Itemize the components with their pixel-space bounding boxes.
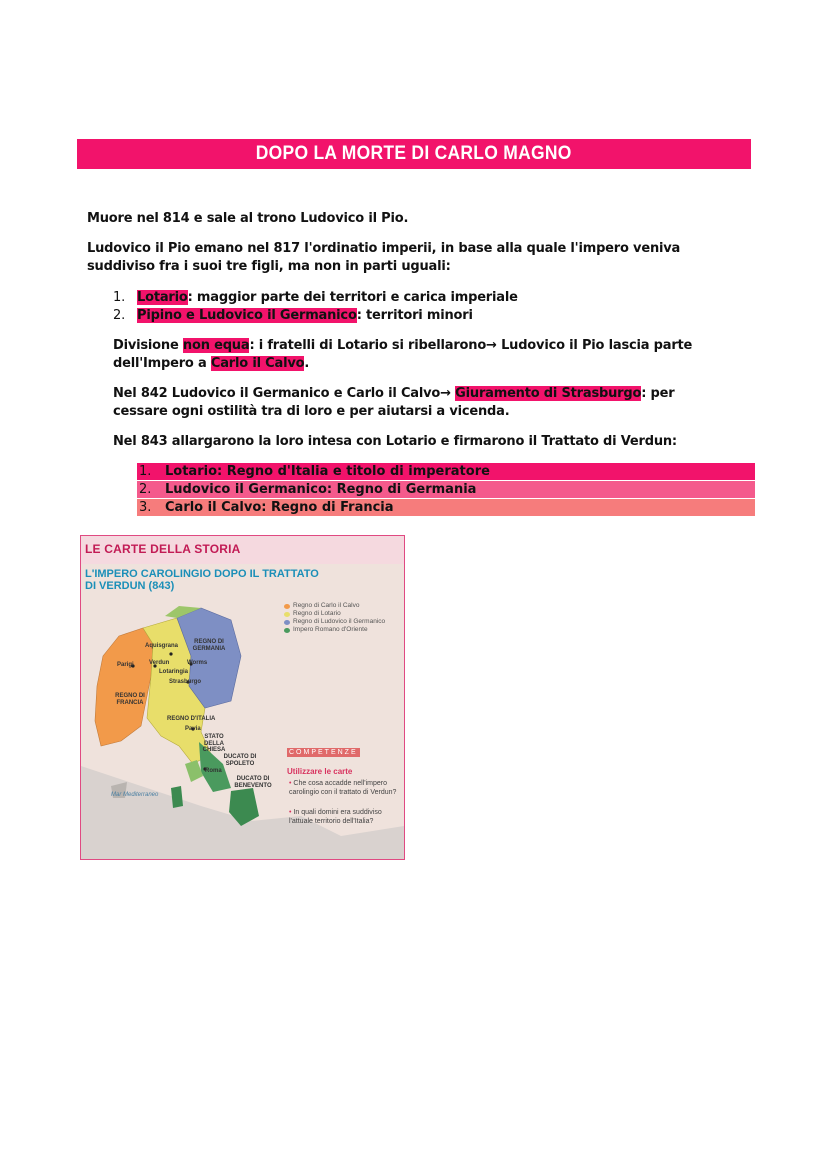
list-item [113, 289, 518, 306]
legend-label: Regno di Lotario [293, 610, 341, 617]
label-stato-chiesa: STATO DELLA CHIESA [202, 734, 226, 753]
question-1 [289, 780, 404, 797]
highlight: Lotario [137, 290, 188, 305]
bullet-icon: • [289, 809, 294, 816]
bullet-icon: • [289, 780, 294, 787]
list-text: : territori minori [356, 308, 473, 323]
list-item [113, 307, 473, 324]
legend-item [284, 602, 385, 610]
label-roma: Roma [205, 768, 222, 774]
legend-swatch [284, 620, 290, 625]
stato-della-chiesa-shape [185, 760, 203, 782]
legend-item [284, 626, 385, 634]
list-number: 2. [113, 308, 126, 323]
paragraph-divisione-line1 [113, 337, 692, 354]
list-text: Lotario: Regno d'Italia e titolo di imperatore [165, 464, 490, 479]
text: . [304, 356, 310, 371]
highlight: non equa [182, 338, 250, 353]
aquisgrana-dot [169, 652, 172, 655]
list-row-carlo [137, 499, 755, 516]
text: dell'Impero a [113, 356, 211, 371]
legend-swatch [284, 612, 290, 617]
paragraph-strasburgo-line2: cessare ogni ostilità tra di loro e per aiutarsi a vicenda. [113, 404, 510, 419]
title-banner [77, 139, 751, 169]
paragraph-intro: Muore nel 814 e sale al trono Ludovico il Pio. [87, 211, 409, 226]
list-text: Carlo il Calvo: Regno di Francia [165, 500, 394, 515]
legend-label: Impero Romano d'Oriente [293, 626, 368, 633]
label-ducato-benevento: DUCATO DI BENEVENTO [234, 776, 272, 789]
competenze-badge: COMPETENZE [289, 749, 358, 756]
legend-item [284, 610, 385, 618]
highlight: Giuramento di Strasburgo [455, 386, 642, 401]
legend-label: Regno di Ludovico il Germanico [293, 618, 386, 625]
paragraph-strasburgo-line1 [113, 385, 674, 402]
list-number: 2. [139, 482, 152, 497]
text: : per [641, 386, 675, 401]
label-worms: Worms [187, 660, 208, 666]
label-pavia: Pavia [185, 726, 201, 732]
verdun-map-photo [80, 535, 405, 860]
text: : i fratelli di Lotario si ribellarono→ Ludovico il Pio lascia parte [249, 338, 693, 353]
label-parigi: Parigi [117, 662, 134, 668]
legend-item [284, 618, 385, 626]
list-number: 1. [113, 290, 126, 305]
list-text: : maggior parte dei territori e carica imperiale [187, 290, 518, 305]
question-2 [289, 809, 404, 826]
label-verdun: Verdun [149, 660, 170, 666]
label-regno-germania: REGNO DI GERMANIA [192, 639, 226, 652]
highlight: Pipino e Ludovico il Germanico [137, 308, 357, 323]
highlight: Carlo il Calvo [210, 356, 305, 371]
paragraph-ordinatio-line2: suddiviso fra i suoi tre figli, ma non in parti uguali: [87, 259, 451, 274]
map-subtitle-line2: DI VERDUN (843) [85, 580, 175, 592]
map-subtitle-line1: L'IMPERO CAROLINGIO DOPO IL TRATTATO [85, 568, 319, 580]
text: Divisione [113, 338, 183, 353]
page-title: DOPO LA MORTE DI CARLO MAGNO [256, 143, 572, 164]
label-strasburgo: Strasburgo [169, 679, 202, 685]
legend-label: Regno di Carlo il Calvo [293, 602, 360, 609]
list-row-ludovico [137, 481, 755, 498]
map-header: LE CARTE DELLA STORIA [85, 542, 241, 556]
legend-swatch [284, 604, 290, 609]
list-row-lotario [137, 463, 755, 480]
label-lotaringia: Lotaringia [159, 669, 189, 675]
sardinia-shape [171, 786, 183, 808]
label-regno-italia: REGNO D'ITALIA [167, 716, 216, 722]
label-mar-mediterraneo: Mar Mediterraneo [111, 792, 159, 798]
question-text: In quali domini era suddiviso l'attuale territorio dell'Italia? [289, 809, 382, 825]
label-ducato-spoleto: DUCATO DI SPOLETO [223, 754, 257, 767]
legend-swatch [284, 628, 290, 633]
label-regno-francia: REGNO DI FRANCIA [115, 693, 145, 706]
map-legend [284, 602, 385, 634]
text: Nel 842 Ludovico il Germanico e Carlo il Calvo→ [113, 386, 456, 401]
paragraph-ordinatio-line1: Ludovico il Pio emano nel 817 l'ordinatio imperii, in base alla quale l'impero veniva [87, 241, 681, 256]
list-number: 3. [139, 500, 152, 515]
label-aquisgrana: Aquisgrana [145, 643, 179, 649]
question-text: Che cosa accadde nell'impero carolingio con il trattato di Verdun? [289, 780, 397, 796]
paragraph-divisione-line2 [113, 355, 309, 372]
utilizzare-heading: Utilizzare le carte [287, 767, 353, 776]
list-number: 1. [139, 464, 152, 479]
paragraph-verdun: Nel 843 allargarono la loro intesa con Lotario e firmarono il Trattato di Verdun: [113, 434, 677, 449]
list-text: Ludovico il Germanico: Regno di Germania [165, 482, 477, 497]
